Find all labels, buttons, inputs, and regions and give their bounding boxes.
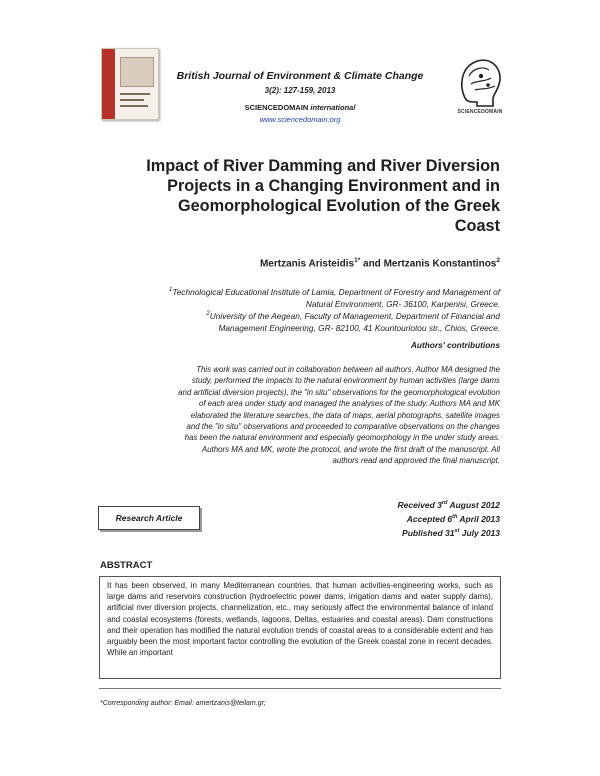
journal-cover-thumbnail — [101, 48, 159, 120]
publication-dates — [300, 497, 500, 538]
abstract-heading: ABSTRACT — [100, 560, 153, 571]
accepted-date: Accepted 6th April 2013 — [406, 513, 500, 524]
contributions-heading: Authors' contributions — [410, 340, 500, 350]
publisher-logo-text: SCIENCEDOMAIN — [457, 109, 503, 115]
corresponding-author-footnote: *Corresponding author: Email: amertzanis@teilam.gr; — [100, 700, 266, 707]
footnote-divider — [99, 688, 501, 689]
affiliation-2: $^2$University of the Aegean, Faculty of Management, Department of Financial and Management Engineering, GR- 82100, 41 Kountouriotou str., Chios, Greece. — [206, 310, 500, 333]
abstract-box — [99, 576, 501, 679]
journal-volume: 3(2): 127-159, 2013 — [264, 86, 336, 95]
article-type-badge: Research Article — [98, 506, 200, 530]
journal-name: British Journal of Environment & Climate Change — [176, 70, 424, 82]
abstract-text: It has been observed, in many Mediterranean countries, that human activities-engineering works, such as large dams and reservoirs construction (hydroelectric power dams, irrigation dams and water supply dams), artificial river diversion projects, channelization, etc., may seriously affect the environmental balance of inland and coastal ecosystems (forests, wetlands, lagoons, Deltas, estuaries and coastal areas). Dam constructions and their operation has modified the natural evolution trends of coastal areas to a considerable extent and has arguably been the most important factor controlling the evolution of the Greek coastal zone in recent decades. While an important — [107, 581, 493, 658]
contributions-text: This work was carried out in collaboration between all authors. Author MA designed the study, performed the impacts to the natural environment by human activities (large dams and artificial diversion projects), the "in situ" observations for the geomorphological evolution of each area under study and managed the analyses of the study. Authors MA and MK elaborated the literature searches, the data of maps, aerial photographs, satellite images and the "in situ" observations and proceeded to comparative observations on the changes has been the natural environment and especially geomorphology in the under study areas. Authors MA and MK, wrote the protocol, and wrote the first draft of the manuscript. All authors read and approved the final manuscript. — [178, 365, 500, 466]
paper-title: Impact of River Damming and River Diversion Projects in a Changing Environment and in Geomorphological Evolution of the Greek Coast — [146, 157, 500, 235]
publisher-name: SCIENCEDOMAIN international — [244, 103, 356, 112]
journal-url-link[interactable]: www.sciencedomain.org — [259, 115, 341, 124]
affiliation-1: $^1$Technological Educational Institute of Lamia, Department of Forestry and Management of Natural Environment, GR- 36100, Karpenisi, Greece. — [169, 286, 500, 309]
author-list: Mertzanis Aristeidis$^{1*}$ and Mertzanis Konstantinos$^2$ — [259, 257, 500, 270]
publisher-logo-icon — [455, 56, 505, 116]
received-date: Received 3rd August 2012 — [397, 499, 500, 510]
published-date: Published 31st July 2013 — [402, 527, 500, 538]
